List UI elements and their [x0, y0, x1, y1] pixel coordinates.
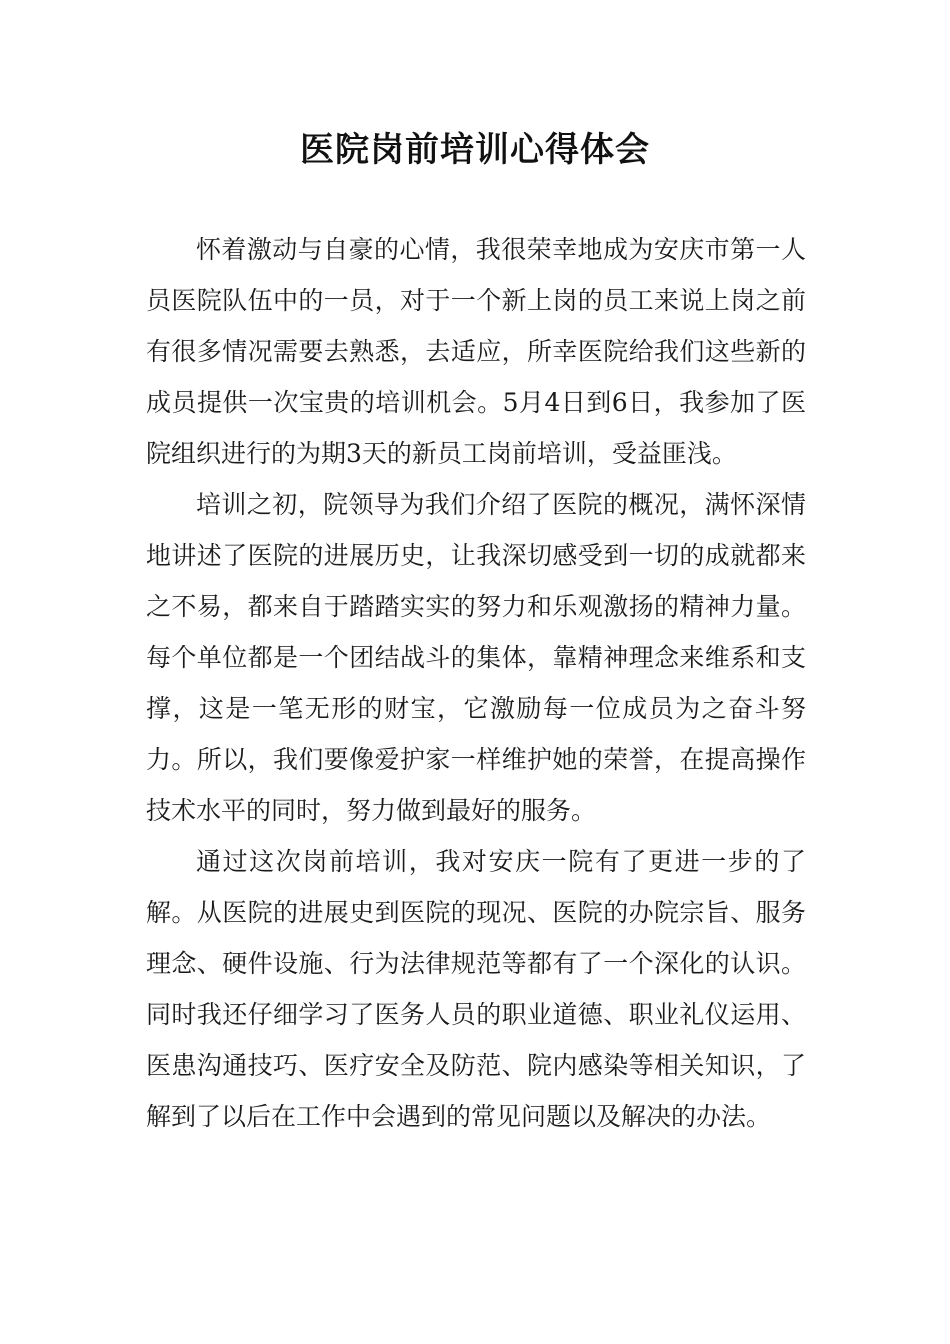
paragraph-3: 通过这次岗前培训，我对安庆一院有了更进一步的了解。从医院的进展史到医院的现况、医院的办院宗旨、服务理念、硬件设施、行为法律规范等都有了一个深化的认识。同时我还仔细学习了医务人员的职业道德、职业礼仪运用、医患沟通技巧、医疗安全及防范、院内感染等相关知识，了解到了以后在工作中会遇到的常见问题以及解决的办法。 — [146, 847, 806, 1131]
paragraph-1: 怀着激动与自豪的心情，我很荣幸地成为安庆市第一人员医院队伍中的一员，对于一个新上岗的员工来说上岗之前有很多情况需要去熟悉，去适应，所幸医院给我们这些新的成员提供一次宝贵的培训机会。5月4日到6日，我参加了医院组织进行的为期3天的新员工岗前培训，受益匪浅。 — [146, 235, 806, 468]
paragraph-2: 培训之初，院领导为我们介绍了医院的概况，满怀深情地讲述了医院的进展历史，让我深切感受到一切的成就都来之不易，都来自于踏踏实实的努力和乐观激扬的精神力量。每个单位都是一个团结战斗的集体，靠精神理念来维系和支撑，这是一笔无形的财宝，它激励每一位成员为之奋斗努力。所以，我们要像爱护家一样维护她的荣誉，在提高操作技术水平的同时，努力做到最好的服务。 — [146, 490, 806, 825]
document-body — [146, 224, 806, 1142]
document-title: 医院岗前培训心得体会 — [300, 130, 650, 170]
